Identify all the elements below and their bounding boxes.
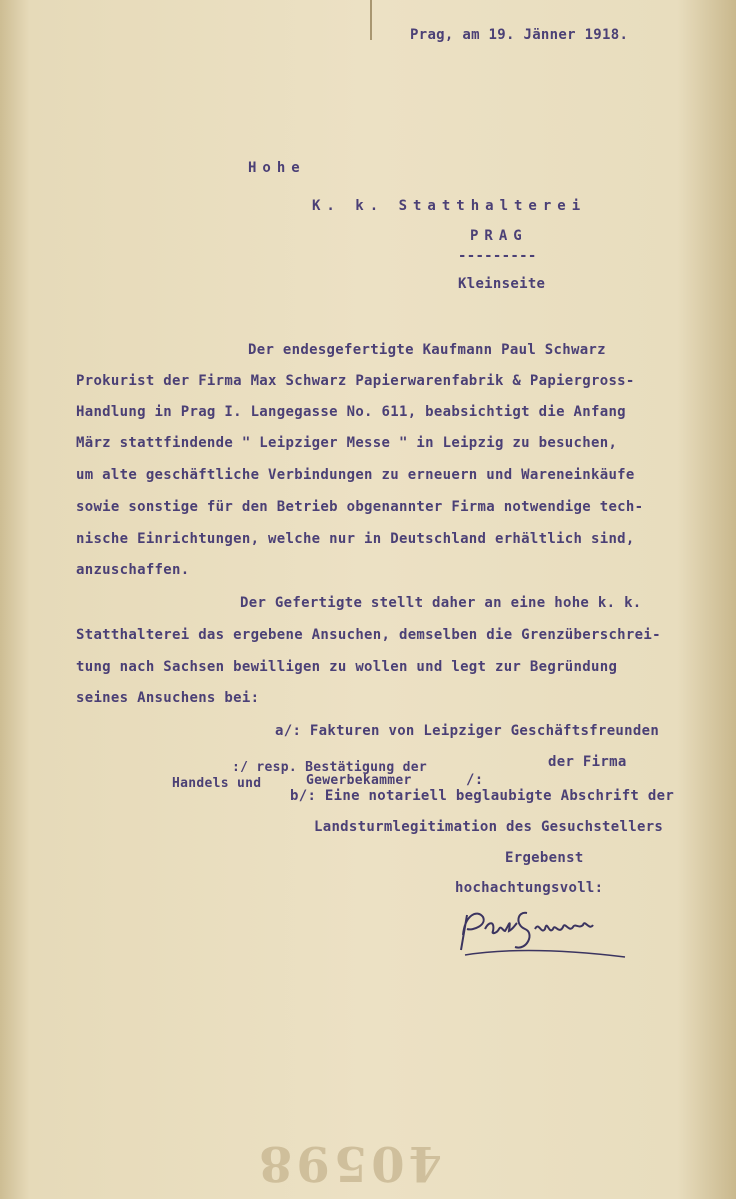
body-line-2: Prokurist der Firma Max Schwarz Papierwarenfabrik & Papiergross-	[76, 373, 635, 389]
body-line-7: nische Einrichtungen, welche nur in Deutschland erhältlich sind,	[76, 531, 635, 547]
body-line-8: anzuschaffen.	[76, 562, 190, 578]
addressee-line-1: Hohe	[248, 160, 306, 176]
addressee-line-3: PRAG	[470, 228, 528, 244]
signature-image	[455, 895, 635, 965]
attachment-b-line-2: Landsturmlegitimation des Gesuchstellers	[314, 819, 664, 835]
addressee-underline: ---------	[458, 248, 537, 264]
closing-line-2: hochachtungsvoll:	[455, 880, 604, 896]
attachment-b-line-1: b/: Eine notariell beglaubigte Abschrift der	[290, 788, 675, 804]
body-line-1: Der endesgefertigte Kaufmann Paul Schwarz	[248, 342, 606, 358]
attachment-insert-gewerbe: Gewerbekammer	[306, 773, 412, 788]
body-line-12: seines Ansuchens bei:	[76, 690, 260, 706]
body-line-3: Handlung in Prag I. Langegasse No. 611, beabsichtigt die Anfang	[76, 404, 626, 420]
attachment-insert-top: :/ resp. Bestätigung der	[232, 760, 428, 775]
date-line: Prag, am 19. Jänner 1918.	[410, 27, 629, 43]
addressee-line-4: Kleinseite	[458, 276, 546, 292]
attachment-insert-close: /:	[466, 772, 484, 788]
body-line-11: tung nach Sachsen bewilligen zu wollen und legt zur Begründung	[76, 659, 618, 675]
closing-line-1: Ergebenst	[505, 850, 584, 866]
archive-stamp-number: 40598	[255, 1135, 442, 1191]
body-line-5: um alte geschäftliche Verbindungen zu erneuern und Wareneinkäufe	[76, 467, 635, 483]
addressee-line-2: K. k. Statthalterei	[312, 198, 587, 214]
body-line-10: Statthalterei das ergebene Ansuchen, demselben die Grenzüberschrei-	[76, 627, 661, 643]
body-line-4: März stattfindende " Leipziger Messe " in Leipzig zu besuchen,	[76, 435, 618, 451]
attachment-insert-firma: der Firma	[548, 754, 627, 770]
fold-line	[370, 0, 372, 40]
body-line-9: Der Gefertigte stellt daher an eine hohe k. k.	[240, 595, 642, 611]
attachment-a: a/: Fakturen von Leipziger Geschäftsfreunden	[275, 723, 660, 739]
body-line-6: sowie sonstige für den Betrieb obgenannter Firma notwendige tech-	[76, 499, 644, 515]
attachment-insert-left: Handels und	[172, 776, 262, 791]
